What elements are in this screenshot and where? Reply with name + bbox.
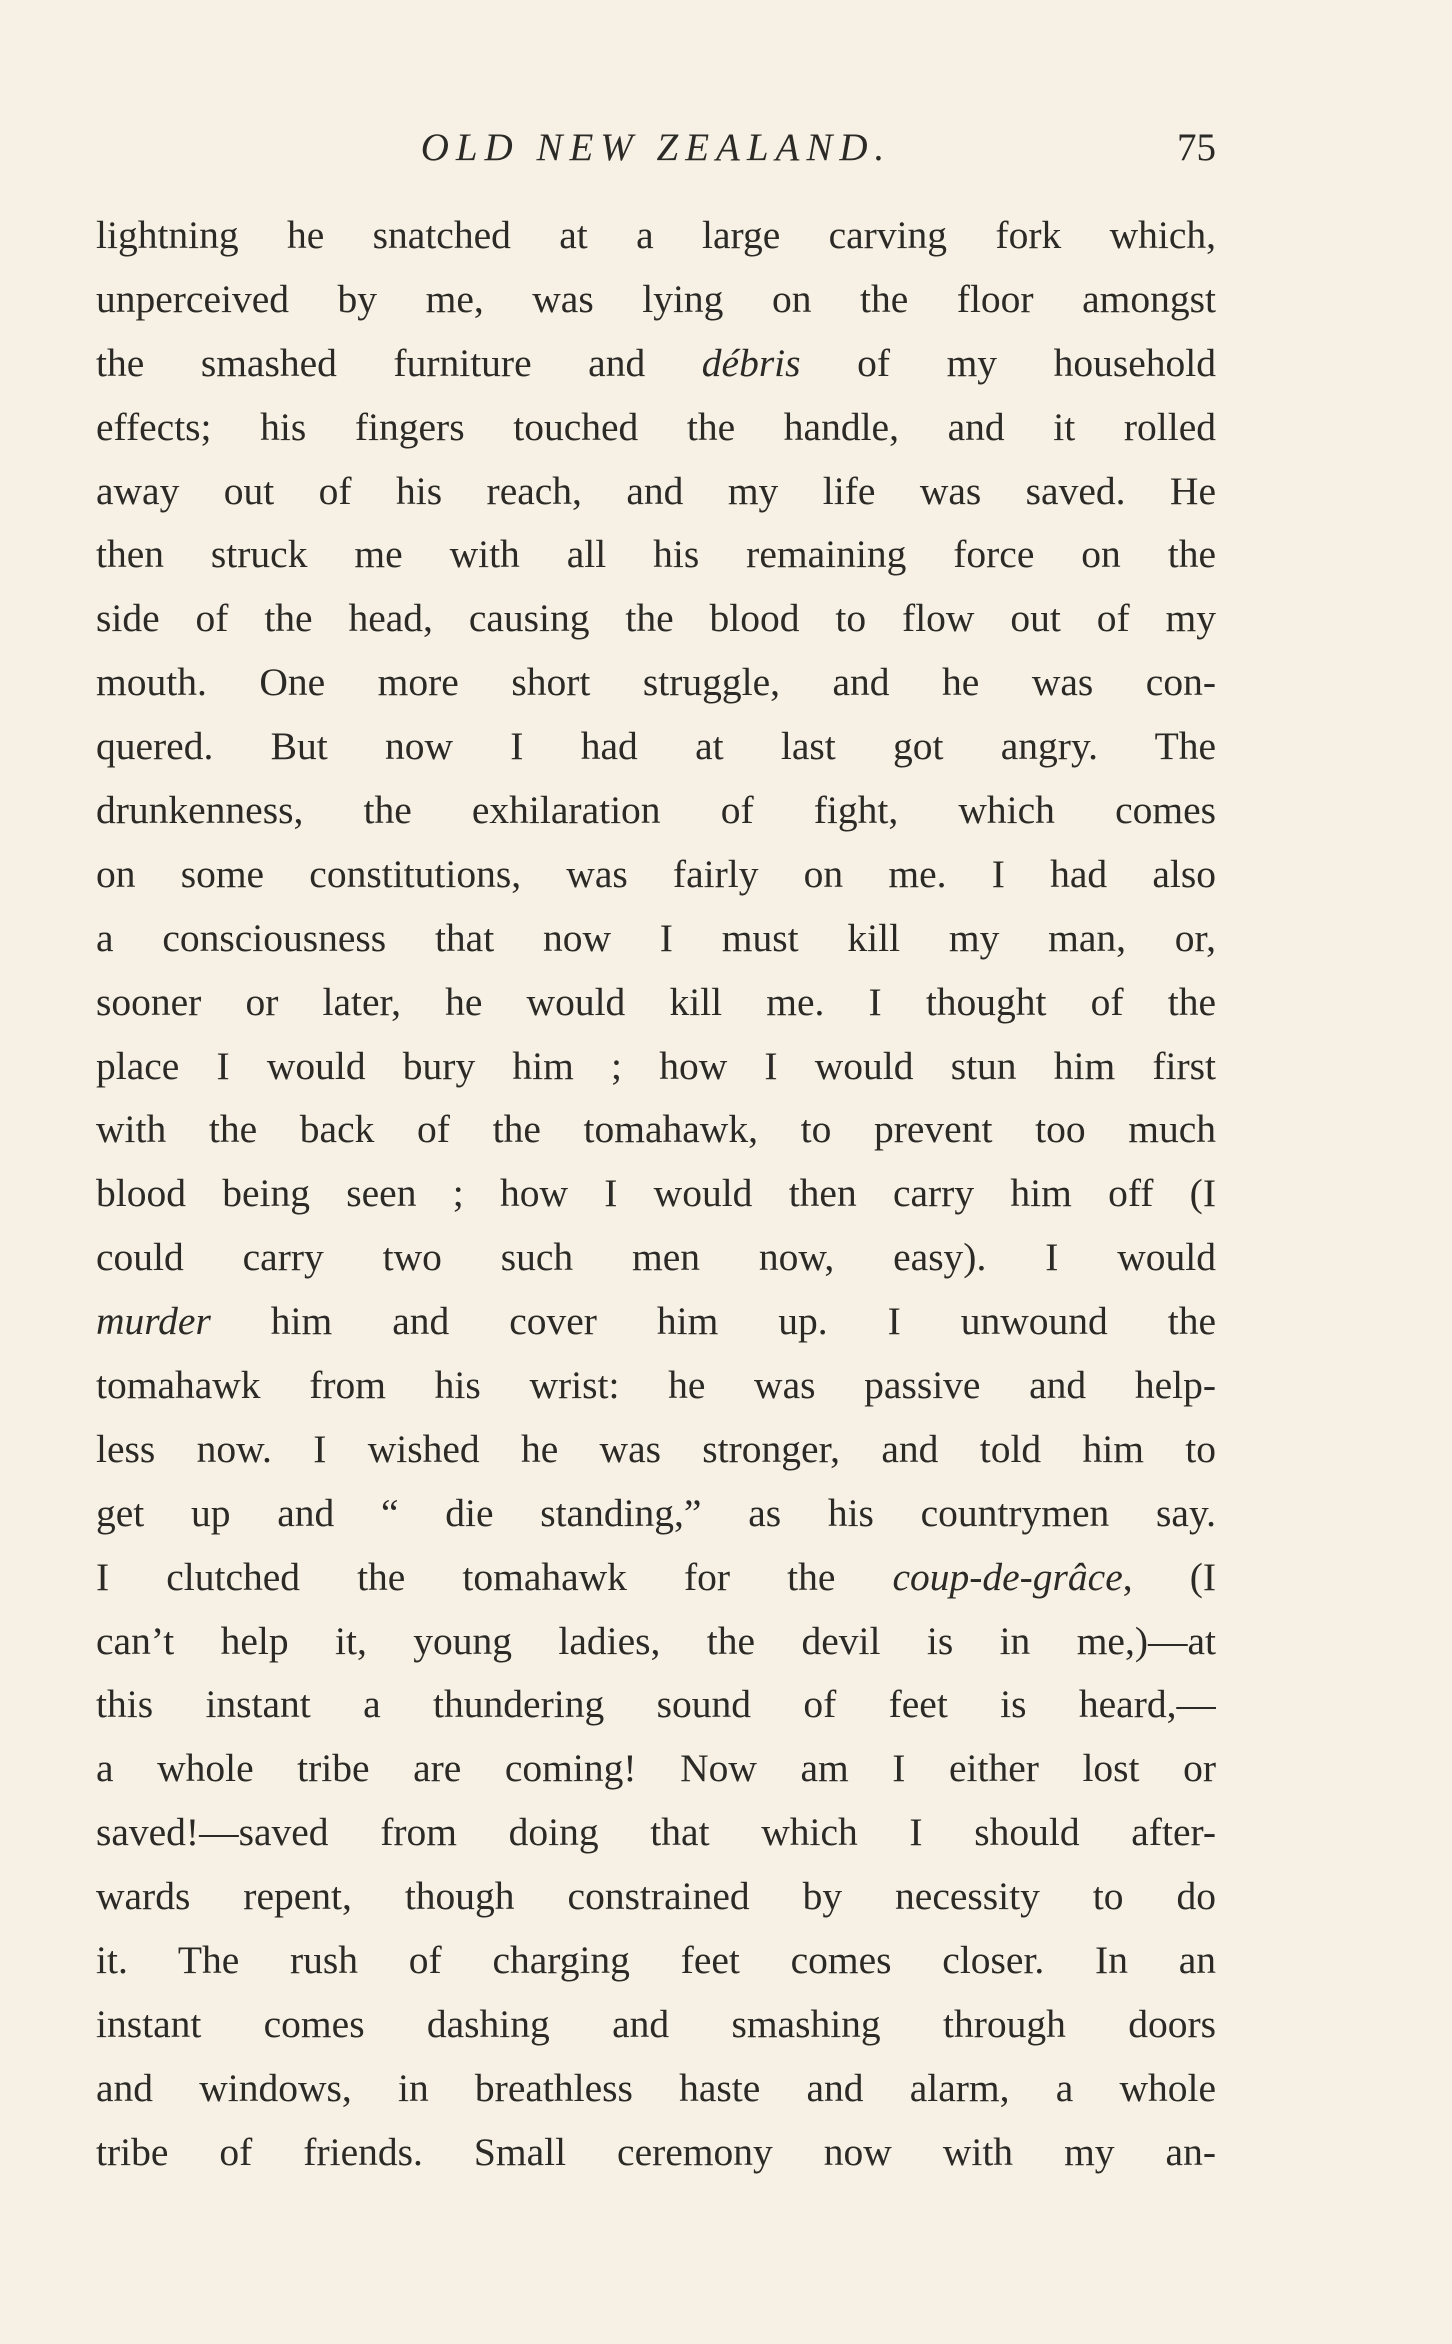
text-line <box>96 779 1216 843</box>
text-segment: blood being seen ; how I would then carry him off (I <box>96 1171 1216 1216</box>
text-segment: mouth. One more short struggle, and he was con- <box>96 660 1216 705</box>
text-segment: and windows, in breathless haste and alarm, a whole <box>96 2065 1216 2110</box>
text-line <box>96 651 1216 715</box>
text-segment: get up and “ die standing,” as his countrymen say. <box>96 1490 1216 1535</box>
page-number: 75 <box>1177 126 1216 169</box>
text-line <box>96 843 1216 907</box>
text-segment: instant comes dashing and smashing through doors <box>96 2001 1216 2046</box>
text-line <box>96 460 1216 524</box>
text-segment: of my household <box>800 340 1216 385</box>
text-line <box>96 268 1216 332</box>
text-segment: lightning he snatched at a large carving fork which, <box>96 213 1216 257</box>
text-line <box>96 204 1216 268</box>
text-segment: side of the head, causing the blood to flow out of my <box>96 596 1216 641</box>
text-segment: on some constitutions, was fairly on me. I had also <box>96 851 1216 896</box>
text-line <box>96 1098 1216 1162</box>
text-line <box>96 1162 1216 1226</box>
text-line <box>96 2057 1216 2121</box>
text-line <box>96 1801 1216 1865</box>
text-line <box>96 971 1216 1035</box>
text-line <box>96 1226 1216 1290</box>
text-segment: unperceived by me, was lying on the floor amongst <box>96 276 1216 321</box>
text-line <box>96 523 1216 587</box>
text-segment: saved!—saved from doing that which I should after- <box>96 1810 1216 1855</box>
text-line <box>96 1865 1216 1929</box>
text-segment: him and cover him up. I unwound the <box>210 1299 1216 1344</box>
text-segment: a consciousness that now I must kill my man, or, <box>96 915 1216 960</box>
text-segment: tomahawk from his wrist: he was passive and help- <box>96 1363 1216 1408</box>
text-line <box>96 2121 1216 2185</box>
text-segment: this instant a thundering sound of feet is heard,— <box>96 1682 1216 1727</box>
text-segment: with the back of the tomahawk, to prevent too much <box>96 1107 1216 1152</box>
text-line <box>96 1993 1216 2057</box>
text-segment: quered. But now I had at last got angry. The <box>96 724 1216 769</box>
italic-segment: murder <box>96 1299 211 1344</box>
text-line <box>96 715 1216 779</box>
text-segment: away out of his reach, and my life was saved. He <box>96 468 1216 513</box>
text-line <box>96 1673 1216 1737</box>
italic-segment: coup-de-grâce <box>892 1554 1123 1599</box>
text-segment: could carry two such men now, easy). I would <box>96 1235 1216 1280</box>
text-segment: it. The rush of charging feet comes closer. In an <box>96 1938 1216 1983</box>
text-line <box>96 1482 1216 1546</box>
text-segment: sooner or later, he would kill me. I thought of the <box>96 979 1216 1024</box>
text-segment: the smashed furniture and <box>96 340 702 385</box>
text-segment: then struck me with all his remaining force on the <box>96 532 1216 577</box>
text-line <box>96 587 1216 651</box>
text-line <box>96 1610 1216 1674</box>
running-head <box>96 118 1216 178</box>
text-segment: effects; his fingers touched the handle, and it rolled <box>96 404 1216 449</box>
text-line <box>96 396 1216 460</box>
text-segment: less now. I wished he was stronger, and told him to <box>96 1426 1216 1471</box>
text-line <box>96 332 1216 396</box>
text-segment: a whole tribe are coming! Now am I either lost or <box>96 1746 1216 1791</box>
text-segment: , (I <box>1122 1554 1216 1599</box>
text-segment: drunkenness, the exhilaration of fight, which comes <box>96 788 1216 833</box>
text-line <box>96 1418 1216 1482</box>
text-line <box>96 1035 1216 1099</box>
text-line <box>96 1290 1216 1354</box>
text-line <box>96 1737 1216 1801</box>
text-segment: I clutched the tomahawk for the <box>96 1554 893 1599</box>
running-title: OLD NEW ZEALAND. <box>420 126 892 169</box>
text-line <box>96 1354 1216 1418</box>
text-line <box>96 1929 1216 1993</box>
text-line <box>96 907 1216 971</box>
body-text <box>96 204 1216 2185</box>
italic-segment: débris <box>701 340 801 385</box>
text-segment: place I would bury him ; how I would stun him first <box>96 1043 1216 1088</box>
text-line <box>96 1546 1216 1610</box>
text-segment: tribe of friends. Small ceremony now with my an- <box>96 2129 1216 2174</box>
text-segment: wards repent, though constrained by necessity to do <box>96 1874 1216 1919</box>
text-segment: can’t help it, young ladies, the devil is in me,)—at <box>96 1618 1216 1663</box>
